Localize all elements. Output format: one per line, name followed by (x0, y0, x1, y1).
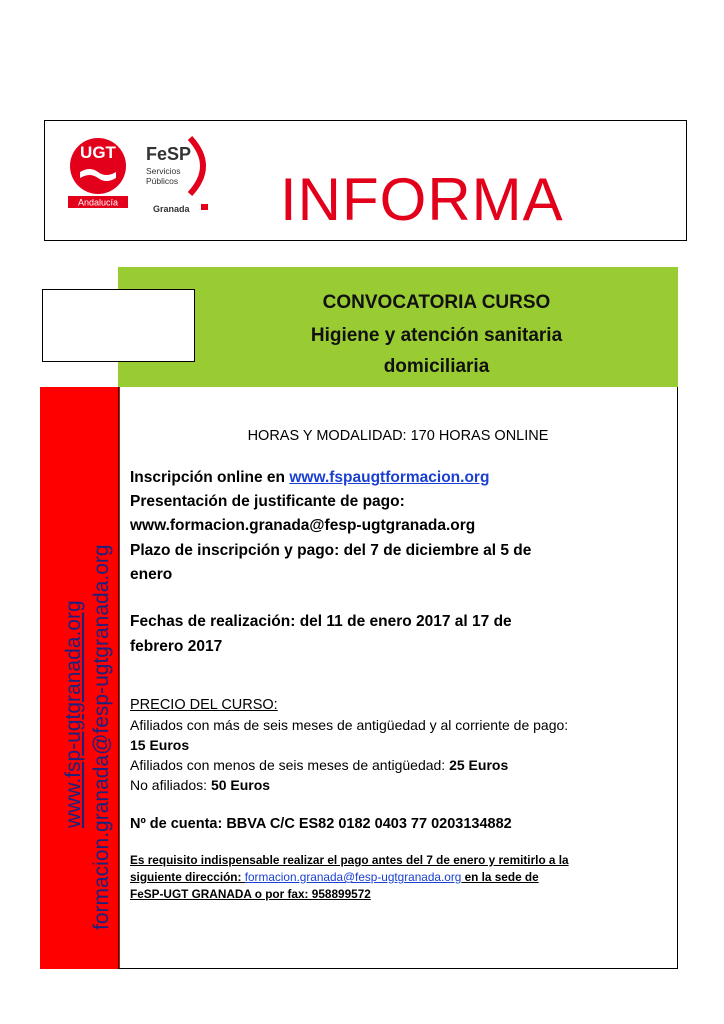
requisito-line-2-a: siguiente dirección: (130, 870, 245, 884)
inscripcion-line (130, 469, 489, 487)
title-line-1: CONVOCATORIA CURSO (322, 292, 551, 313)
requisito-email-link[interactable]: formacion.granada@fesp-ugtgranada.org (244, 870, 462, 884)
precio-afiliados-6-line: Afiliados con más de seis meses de antigüedad y al corriente de pago: (130, 717, 569, 733)
ugt-fesp-logo (68, 132, 218, 222)
requisito-line-2 (130, 870, 539, 884)
informa-heading: INFORMA (280, 166, 564, 233)
requisito-line-2-b: en la sede de (461, 870, 539, 884)
inscripcion-label: Inscripción online en (130, 469, 290, 486)
side-contact (52, 420, 120, 940)
title-line-2: Higiene y atención sanitaria (310, 325, 563, 346)
title-line-3: domiciliaria (383, 356, 490, 377)
justificante-email: www.formacion.granada@fesp-ugtgranada.org (130, 517, 476, 534)
precio-title: PRECIO DEL CURSO: (130, 697, 278, 713)
requisito-line-3: FeSP-UGT GRANADA o por fax: 958899572 (130, 887, 371, 901)
ugt-logo-text: UGT (80, 143, 116, 162)
afiliados-menos-price: 25 Euros (449, 757, 509, 773)
cuenta-line: Nº de cuenta: BBVA C/C ES82 0182 0403 77 0203134882 (130, 816, 512, 832)
side-website-link[interactable]: www.fsp-ugtgranada.org (62, 600, 85, 828)
blank-box (42, 289, 195, 362)
requisito-line-1: Es requisito indispensable realizar el pago antes del 7 de enero y remitirlo a la (130, 853, 569, 867)
region-label: Andalucía (77, 197, 119, 208)
no-afiliados-price: 50 Euros (210, 777, 271, 793)
side-email: formacion.granada@fesp-ugtgranada.org (90, 544, 113, 930)
fechas-line-2: febrero 2017 (130, 638, 223, 655)
inscripcion-link[interactable]: www.fspaugtformacion.org (289, 469, 490, 486)
afiliados-menos-label: Afiliados con menos de seis meses de antigüedad: (130, 757, 450, 773)
logo-graphic (68, 132, 218, 222)
horas-modalidad: HORAS Y MODALIDAD: 170 HORAS ONLINE (247, 428, 549, 444)
precio-afiliados-menos (130, 757, 508, 773)
plazo-line-2: enero (130, 566, 173, 583)
city-label: Granada (153, 204, 190, 214)
plazo-line-1: Plazo de inscripción y pago: del 7 de diciembre al 5 de (130, 542, 532, 559)
fesp-logo-text: FeSP (146, 144, 192, 164)
precio-no-afiliados (130, 777, 270, 793)
servicios-label: Servicios (146, 166, 181, 176)
fechas-line-1: Fechas de realización: del 11 de enero 2017 al 17 de (130, 613, 512, 630)
precio-afiliados-6-price: 15 Euros (130, 737, 190, 753)
publicos-label: Públicos (146, 176, 179, 186)
justificante-line: Presentación de justificante de pago: (130, 493, 405, 510)
no-afiliados-label: No afiliados: (130, 777, 211, 793)
